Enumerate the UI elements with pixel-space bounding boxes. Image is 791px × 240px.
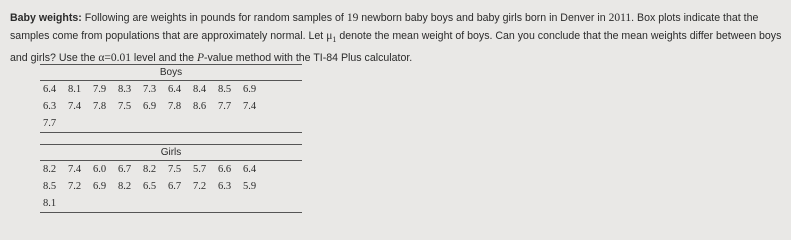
table-bottom-rule xyxy=(40,132,302,133)
sample-size: 19 xyxy=(346,12,359,24)
table-cell: 5.7 xyxy=(193,164,207,175)
table-cell: 6.9 xyxy=(143,101,157,112)
year: 2011 xyxy=(608,12,632,24)
boys-table-title: Boys xyxy=(40,65,302,81)
mu-subscript: 1 xyxy=(332,35,337,45)
table-cell: 7.7 xyxy=(218,101,232,112)
table-cell: 6.7 xyxy=(118,164,132,175)
table-cell: 7.4 xyxy=(68,164,82,175)
table-cell: 8.5 xyxy=(43,181,57,192)
table-cell: 8.5 xyxy=(218,84,232,95)
table-cell: 7.5 xyxy=(118,101,132,112)
alpha-level: α=0.01 xyxy=(98,52,131,65)
girls-table xyxy=(40,144,302,213)
table-cell: 6.3 xyxy=(218,181,232,192)
table-cell: 6.4 xyxy=(168,84,182,95)
table-cell: 8.2 xyxy=(43,164,57,175)
table-cell: 6.4 xyxy=(43,84,57,95)
table-cell: 7.4 xyxy=(68,101,82,112)
mu-symbol: μ xyxy=(326,30,333,42)
table-cell: 6.9 xyxy=(93,181,107,192)
table-row xyxy=(40,178,302,195)
table-last-value: 7.7 xyxy=(43,118,57,129)
boys-table xyxy=(40,64,302,133)
table-cell: 8.1 xyxy=(68,84,82,95)
table-cell: 8.6 xyxy=(193,101,207,112)
table-cell: 8.2 xyxy=(143,164,157,175)
table-row xyxy=(40,98,302,115)
problem-text-1: Following are weights in pounds for random samples of xyxy=(81,12,347,24)
table-cell: 5.9 xyxy=(243,181,257,192)
girls-table-title: Girls xyxy=(40,145,302,161)
table-cell: 6.4 xyxy=(243,164,257,175)
problem-text-4: denote the mean weight of boys. Can you conclude that the mean weights differ between boys and girls? Use the xyxy=(10,30,782,65)
problem-text-3: . Box plots indicate that the samples come from populations that are approximately normal. Let xyxy=(10,12,759,42)
table-row xyxy=(40,161,302,178)
table-cell: 6.9 xyxy=(243,84,257,95)
table-cell: 7.2 xyxy=(68,181,82,192)
table-cell: 6.0 xyxy=(93,164,107,175)
table-cell: 7.3 xyxy=(143,84,157,95)
table-cell: 8.2 xyxy=(118,181,132,192)
table-cell: 8.4 xyxy=(193,84,207,95)
problem-text-2: newborn baby boys and baby girls born in Denver in xyxy=(358,12,609,24)
table-cell: 7.9 xyxy=(93,84,107,95)
table-cell: 6.5 xyxy=(143,181,157,192)
table-bottom-rule xyxy=(40,212,302,213)
table-cell: 6.7 xyxy=(168,181,182,192)
table-cell: 7.4 xyxy=(243,101,257,112)
table-cell: 7.8 xyxy=(168,101,182,112)
table-cell: 8.3 xyxy=(118,84,132,95)
problem-label: Baby weights: xyxy=(10,12,82,24)
problem-text-5: level and the xyxy=(130,52,197,65)
table-cell: 7.5 xyxy=(168,164,182,175)
table-last-value: 8.1 xyxy=(43,198,57,209)
problem-statement xyxy=(10,9,782,67)
table-row xyxy=(40,81,302,98)
table-cell: 6.6 xyxy=(218,164,232,175)
table-cell: 7.8 xyxy=(93,101,107,112)
problem-text-6: -value method with the TI-84 Plus calculator. xyxy=(203,52,413,65)
p-symbol: P xyxy=(196,52,204,65)
table-cell: 7.2 xyxy=(193,181,207,192)
table-cell: 6.3 xyxy=(43,101,57,112)
